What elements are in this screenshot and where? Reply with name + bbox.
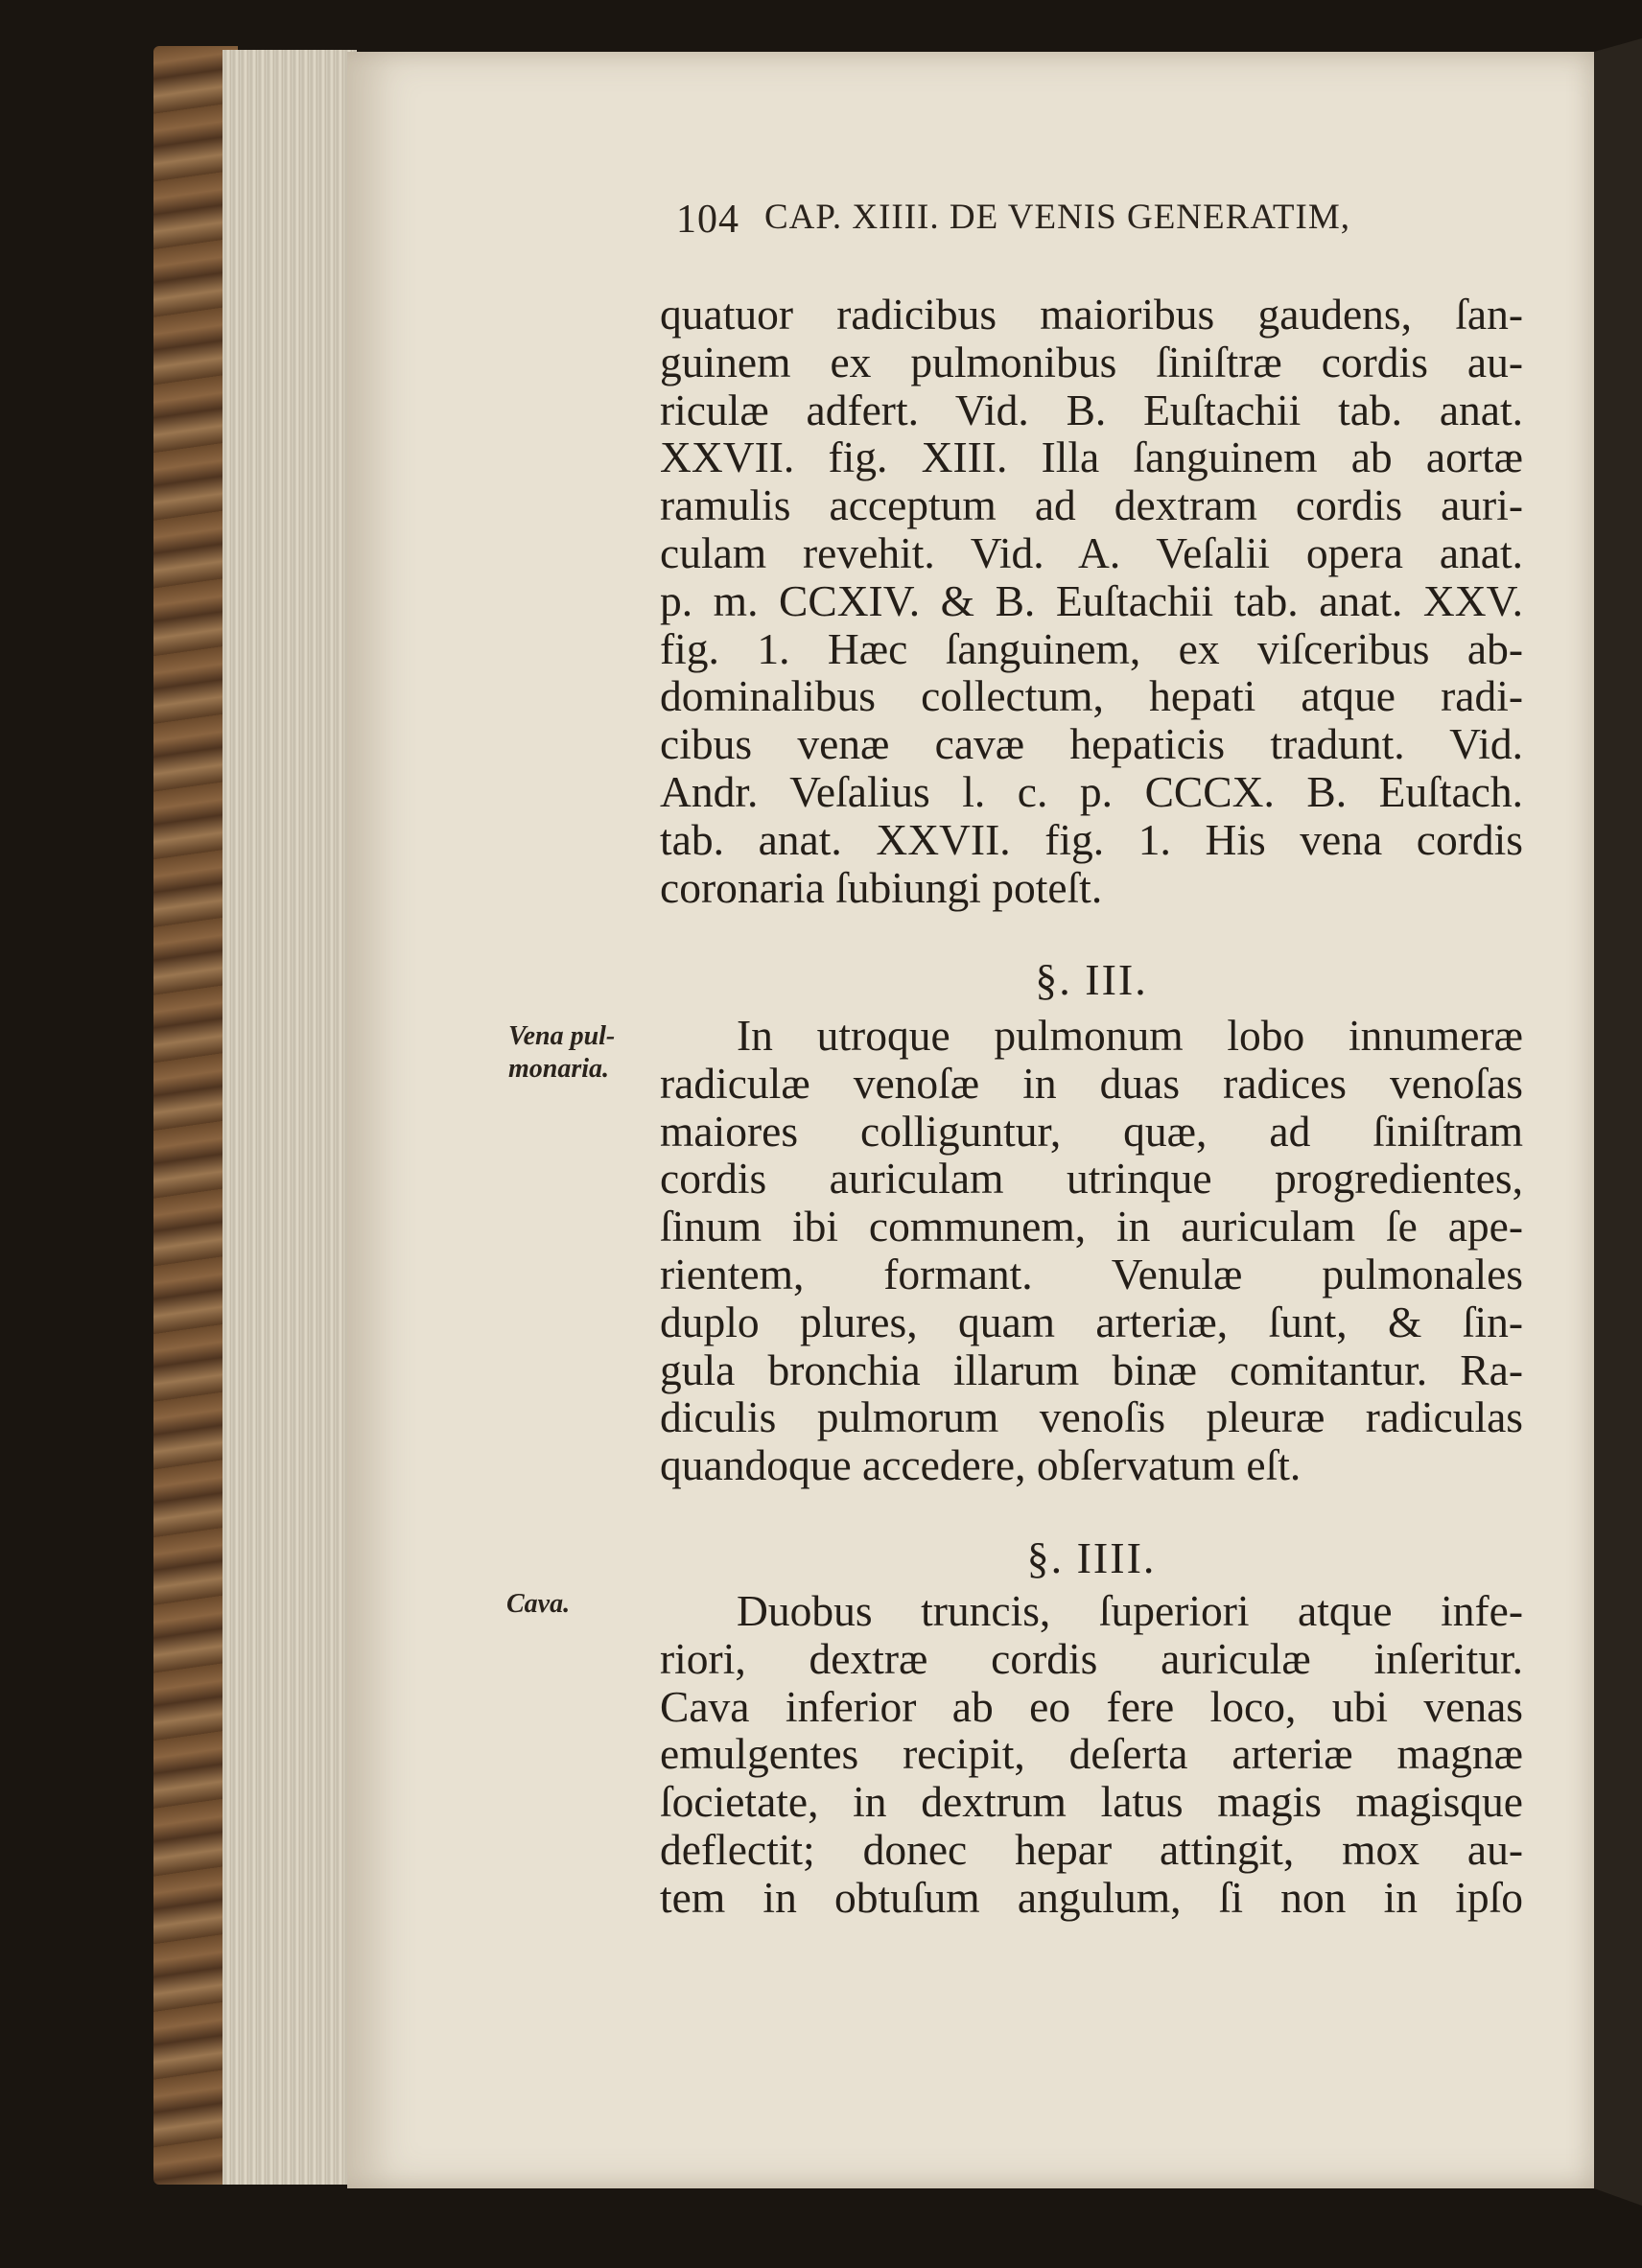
text-line: guinem ex pulmonibus ſiniſtræ cordis au- — [660, 337, 1523, 386]
text-line: riori, dextræ cordis auriculæ inſeritur. — [660, 1633, 1523, 1683]
text-line: radiculæ venoſæ in duas radices venoſas — [660, 1058, 1523, 1108]
text-line: ramulis acceptum ad dextram cordis auri- — [660, 480, 1523, 530]
margin-note-line: monaria. — [508, 1054, 610, 1084]
text-line: duplo plures, quam arteriæ, ſunt, & ſin- — [660, 1297, 1523, 1346]
text-line: dominalibus collectum, hepati atque radi- — [660, 671, 1523, 721]
text-line: ſinum ibi communem, in auriculam ſe ape- — [660, 1202, 1523, 1251]
text-line: Andr. Veſalius l. c. p. CCCX. B. Euſtach. — [660, 766, 1523, 816]
running-title: CAP. XIIII. DE VENIS GENERATIM, — [764, 198, 1350, 237]
text-line: Cava inferior ab eo fere loco, ubi venas — [660, 1681, 1523, 1731]
text-line: quatuor radicibus maioribus gaudens, ſan- — [660, 290, 1523, 339]
paragraph-section-4 — [660, 1587, 1523, 1922]
text-line: coronaria ſubiungi poteſt. — [660, 862, 1103, 912]
text-line: tem in obtuſum angulum, ſi non in ipſo — [660, 1872, 1523, 1922]
text-line: cibus venæ cavæ hepaticis tradunt. Vid. — [660, 719, 1523, 769]
text-line: fig. 1. Hæc ſanguinem, ex viſceribus ab- — [660, 623, 1523, 673]
section-heading-4: §. IIII. — [1026, 1533, 1157, 1582]
page-stack-edges — [223, 50, 357, 2185]
section-heading-3: §. III. — [1035, 955, 1148, 1004]
text-line: XXVII. fig. XIII. Illa ſanguinem ab aortæ — [660, 433, 1523, 482]
running-header — [676, 197, 1511, 243]
text-line: tab. anat. XXVII. fig. 1. His vena cordis — [660, 814, 1523, 864]
text-line: diculis pulmorum venoſis pleuræ radiculas — [660, 1392, 1523, 1442]
text-line: quandoque accedere, obſervatum eſt. — [660, 1440, 1302, 1490]
text-line: cordis auriculam utrinque progredientes, — [660, 1154, 1523, 1204]
text-line: ſocietate, in dextrum latus magis magisque — [660, 1777, 1523, 1827]
text-line: rientem, formant. Venulæ pulmonales — [660, 1249, 1523, 1298]
text-line: In utroque pulmonum lobo innumeræ — [737, 1011, 1523, 1060]
text-line: p. m. CCXIV. & B. Euſtachii tab. anat. XXV. — [660, 575, 1523, 625]
text-line: Duobus truncis, ſuperiori atque infe- — [737, 1586, 1523, 1635]
margin-note-cava — [506, 1588, 570, 1621]
text-line: riculæ adfert. Vid. B. Euſtachii tab. anat. — [660, 385, 1523, 434]
text-line: maiores colliguntur, quæ, ad ſiniſtram — [660, 1106, 1523, 1156]
text-line: deflectit; donec hepar attingit, mox au- — [660, 1824, 1523, 1874]
margin-note-line: Cava. — [506, 1589, 571, 1619]
margin-note-line: Vena pul- — [508, 1021, 616, 1051]
text-line: culam revehit. Vid. A. Veſalii opera anat. — [660, 527, 1523, 577]
margin-note-vena-pulmonaria — [508, 1020, 615, 1086]
page-number: 104 — [676, 198, 739, 242]
paragraph-1 — [660, 291, 1523, 911]
paragraph-section-3 — [660, 1012, 1523, 1489]
text-line: emulgentes recipit, deſerta arteriæ magnæ — [660, 1729, 1523, 1779]
text-line: gula bronchia illarum binæ comitantur. Ra- — [660, 1344, 1523, 1394]
